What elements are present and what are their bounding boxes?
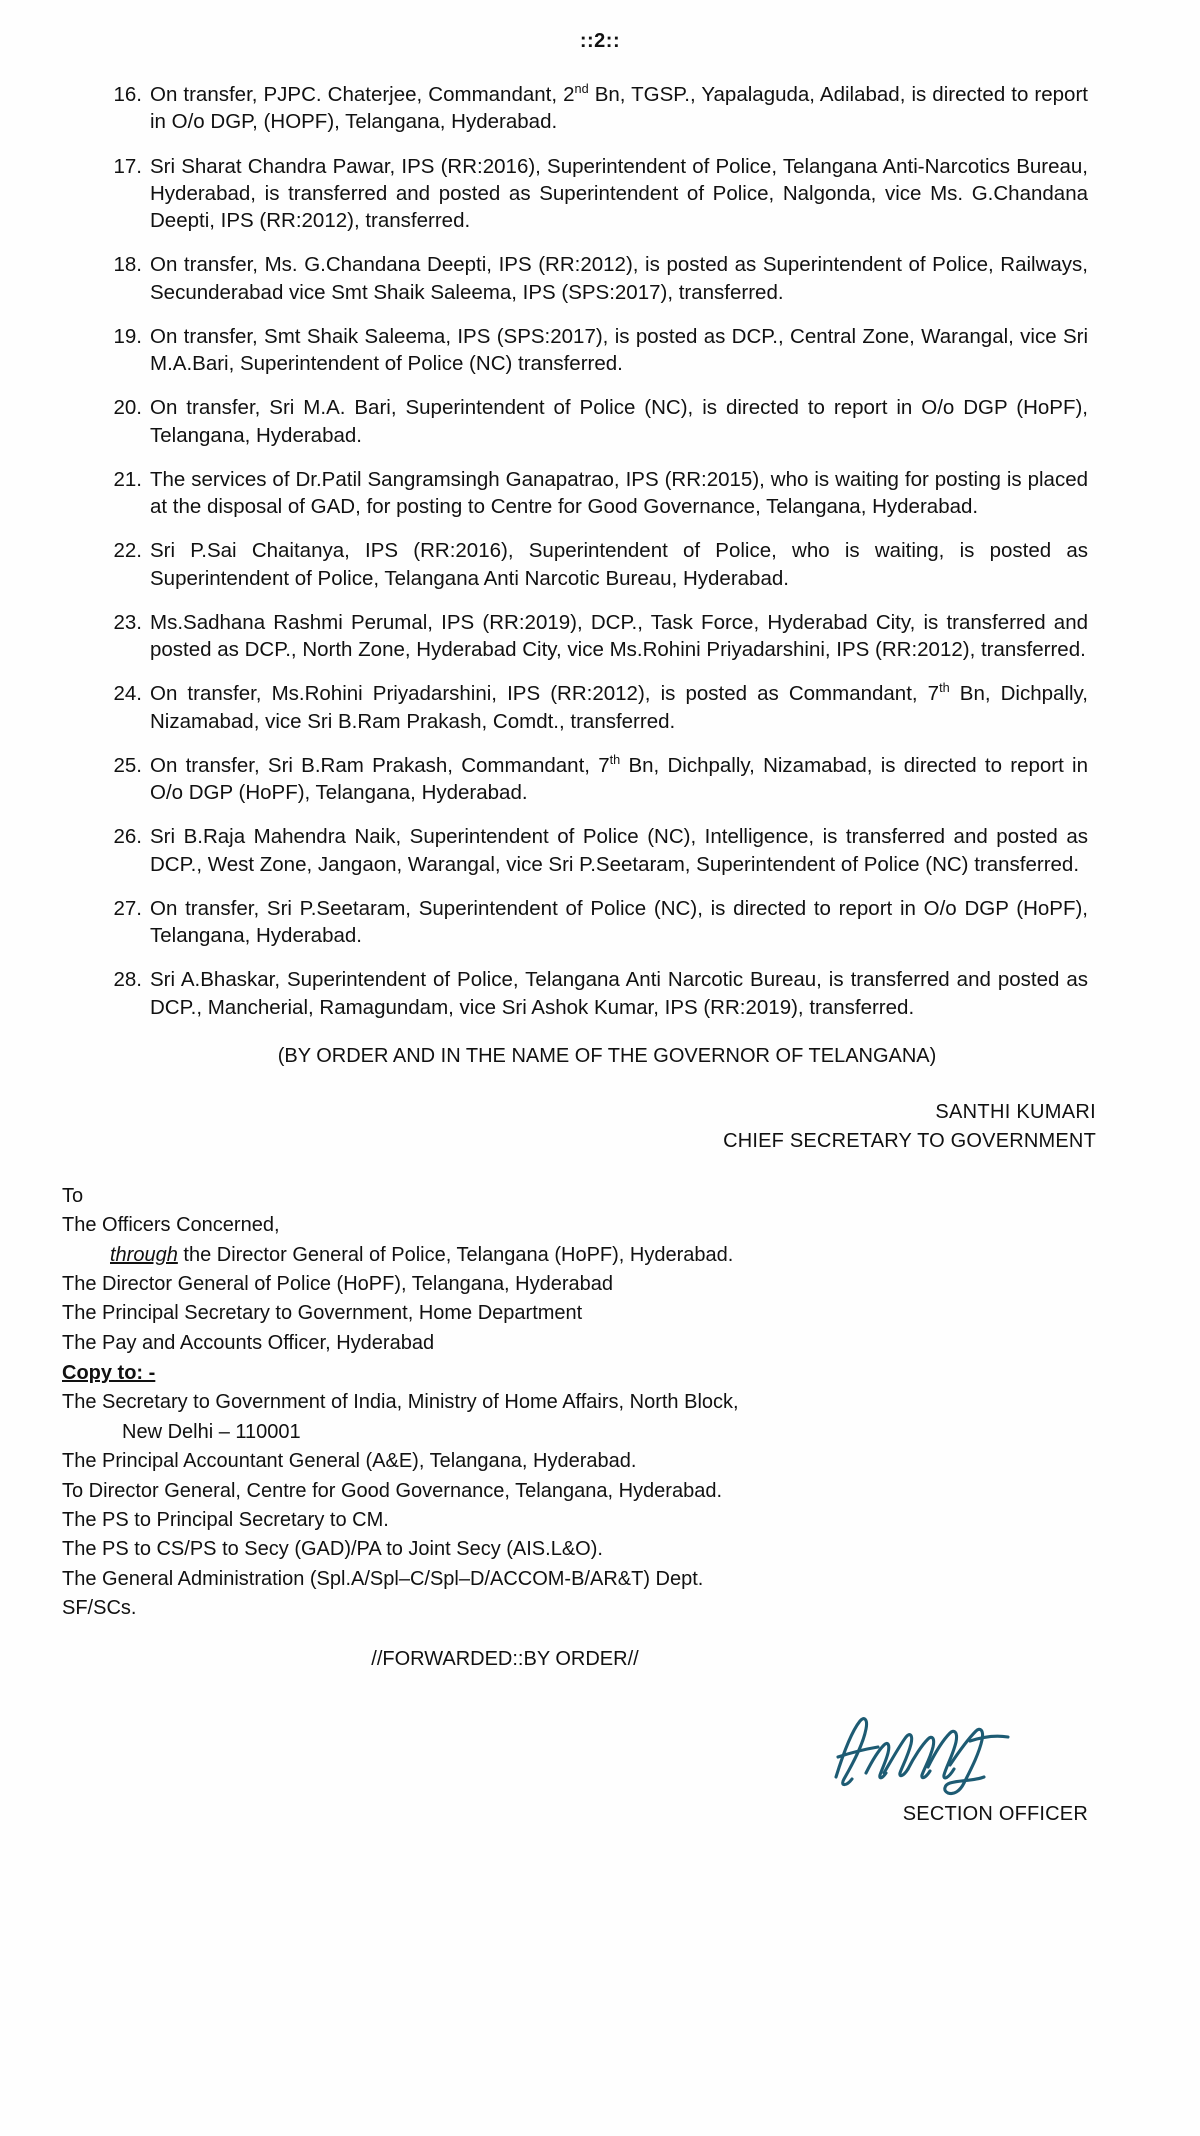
- copy-to-line: The Secretary to Government of India, Ministry of Home Affairs, North Block,: [62, 1391, 739, 1414]
- order-item-text: Sri P.Sai Chaitanya, IPS (RR:2016), Superintendent of Police, who is waiting, is posted as Superintendent of Police, Telangana Anti Narcotic Bureau, Hyderabad.: [150, 539, 1088, 590]
- order-item: [104, 394, 1088, 449]
- order-item: [104, 752, 1088, 807]
- section-officer-label: SECTION OFFICER: [902, 1802, 1088, 1825]
- order-item-text: On transfer, Smt Shaik Saleema, IPS (SPS:2017), is posted as DCP., Central Zone, Warangal, vice Sri M.A.Bari, Superintendent of Police (NC) transferred.: [150, 324, 1088, 375]
- signatory-name: SANTHI KUMARI: [935, 1100, 1096, 1123]
- order-item-number: 19.: [113, 324, 142, 348]
- order-item-number: 25.: [113, 753, 142, 777]
- order-item-text: Ms.Sadhana Rashmi Perumal, IPS (RR:2019), DCP., Task Force, Hyderabad City, is transferred and posted as DCP., North Zone, Hyderabad City, vice Ms.Rohini Priyadarshini, IPS (RR:2012), transferred.: [150, 610, 1088, 661]
- order-item: [104, 966, 1088, 1021]
- order-item-text: On transfer, Ms. G.Chandana Deepti, IPS (RR:2012), is posted as Superintendent of Police, Railways, Secunderabad vice Smt Shaik Saleema, IPS (SPS:2017), transferred.: [150, 253, 1088, 304]
- order-item-text: On transfer, Sri P.Seetaram, Superintendent of Police (NC), is directed to report in O/o DGP (HoPF), Telangana, Hyderabad.: [150, 896, 1088, 947]
- order-item-number: 27.: [113, 896, 142, 920]
- officers-concerned-line: The Officers Concerned,: [62, 1214, 280, 1237]
- to-label: To: [62, 1184, 84, 1207]
- handwritten-signature-area: [0, 1707, 1200, 1857]
- addressee-line: The Pay and Accounts Officer, Hyderabad: [62, 1331, 435, 1354]
- order-item-number: 16.: [113, 83, 142, 106]
- order-item-number: 22.: [113, 539, 142, 563]
- order-item: [104, 153, 1088, 235]
- order-item-number: 24.: [113, 682, 142, 706]
- order-item: [104, 466, 1088, 521]
- signatory-block: [0, 1098, 1096, 1156]
- copy-to-heading-row: [62, 1358, 1200, 1388]
- copy-to-line: The General Administration (Spl.A/Spl–C/Spl–D/ACCOM-B/AR&T) Dept.: [62, 1567, 704, 1590]
- order-item-text: The services of Dr.Patil Sangramsingh Ganapatrao, IPS (RR:2015), who is waiting for posting is placed at the disposal of GAD, for posting to Centre for Good Governance, Telangana, Hyderabad.: [150, 467, 1088, 518]
- signatory-title: CHIEF SECRETARY TO GOVERNMENT: [723, 1129, 1096, 1152]
- order-item-number: 18.: [113, 253, 142, 277]
- order-item: [104, 823, 1088, 878]
- order-item: [104, 81, 1088, 136]
- addressee-block: [62, 1182, 1200, 1624]
- order-item: [104, 323, 1088, 378]
- order-item: [104, 251, 1088, 306]
- order-item-text: Sri Sharat Chandra Pawar, IPS (RR:2016), Superintendent of Police, Telangana Anti-Narcotics Bureau, Hyderabad, is transferred and posted as Superintendent of Police, Nalgonda, vice Ms. G.Chandana Deepti, IPS (RR:2012), transferred.: [150, 154, 1088, 232]
- order-item: [104, 895, 1088, 950]
- copy-to-line: SF/SCs.: [62, 1597, 137, 1620]
- through-rest: the Director General of Police, Telangana (HoPF), Hyderabad.: [177, 1243, 734, 1266]
- order-item-number: 21.: [113, 467, 142, 491]
- through-word: through: [110, 1243, 178, 1266]
- order-item-text: On transfer, Sri B.Ram Prakash, Commandant, 7th Bn, Dichpally, Nizamabad, is directed to report in O/o DGP (HoPF), Telangana, Hyderabad.: [150, 751, 1088, 804]
- addressee-line: The Director General of Police (HoPF), Telangana, Hyderabad: [62, 1272, 614, 1295]
- order-item-text: On transfer, Ms.Rohini Priyadarshini, IPS (RR:2012), is posted as Commandant, 7th Bn, Dichpally, Nizamabad, vice Sri B.Ram Prakash, Comdt., transferred.: [150, 680, 1088, 733]
- order-item: [104, 537, 1088, 592]
- copy-to-lines: [62, 1388, 1200, 1623]
- copy-to-line: To Director General, Centre for Good Governance, Telangana, Hyderabad.: [62, 1479, 722, 1502]
- order-item-number: 26.: [113, 825, 142, 849]
- copy-to-line: The Principal Accountant General (A&E), Telangana, Hyderabad.: [62, 1450, 637, 1473]
- order-item-number: 28.: [113, 968, 142, 992]
- page-number: ::2::: [579, 30, 621, 52]
- addressee-lines: [62, 1270, 1200, 1358]
- order-item-text: On transfer, PJPC. Chaterjee, Commandant, 2nd Bn, TGSP., Yapalaguda, Adilabad, is directed to report in O/o DGP, (HOPF), Telangana, Hyderabad.: [150, 81, 1088, 134]
- order-item-text: On transfer, Sri M.A. Bari, Superintendent of Police (NC), is directed to report in O/o DGP (HoPF), Telangana, Hyderabad.: [150, 396, 1088, 447]
- copy-to-line: New Delhi – 110001: [122, 1420, 301, 1443]
- copy-to-line: The PS to CS/PS to Secy (GAD)/PA to Joint Secy (AIS.L&O).: [62, 1538, 603, 1561]
- forwarded-line: //FORWARDED::BY ORDER//: [371, 1647, 639, 1670]
- order-items-list: [0, 81, 1200, 1021]
- order-item-text: Sri B.Raja Mahendra Naik, Superintendent of Police (NC), Intelligence, is transferred and posted as DCP., West Zone, Jangaon, Warangal, vice Sri P.Seetaram, Superintendent of Police (NC) transferred.: [150, 825, 1088, 876]
- through-line: [62, 1241, 1200, 1270]
- handwritten-signature: [822, 1707, 1022, 1808]
- order-item-number: 17.: [113, 154, 142, 178]
- order-item: [104, 680, 1088, 735]
- copy-to-line: The PS to Principal Secretary to CM.: [62, 1509, 389, 1532]
- order-item-number: 20.: [113, 396, 142, 420]
- order-item-text: Sri A.Bhaskar, Superintendent of Police, Telangana Anti Narcotic Bureau, is transferred and posted as DCP., Mancherial, Ramagundam, vice Sri Ashok Kumar, IPS (RR:2019), transferred.: [150, 968, 1088, 1019]
- order-item-number: 23.: [113, 610, 142, 634]
- order-item: [104, 609, 1088, 664]
- addressee-line: The Principal Secretary to Government, Home Department: [62, 1302, 583, 1325]
- copy-to-label: Copy to: -: [62, 1362, 156, 1385]
- by-order-line: (BY ORDER AND IN THE NAME OF THE GOVERNOR OF TELANGANA): [277, 1044, 937, 1067]
